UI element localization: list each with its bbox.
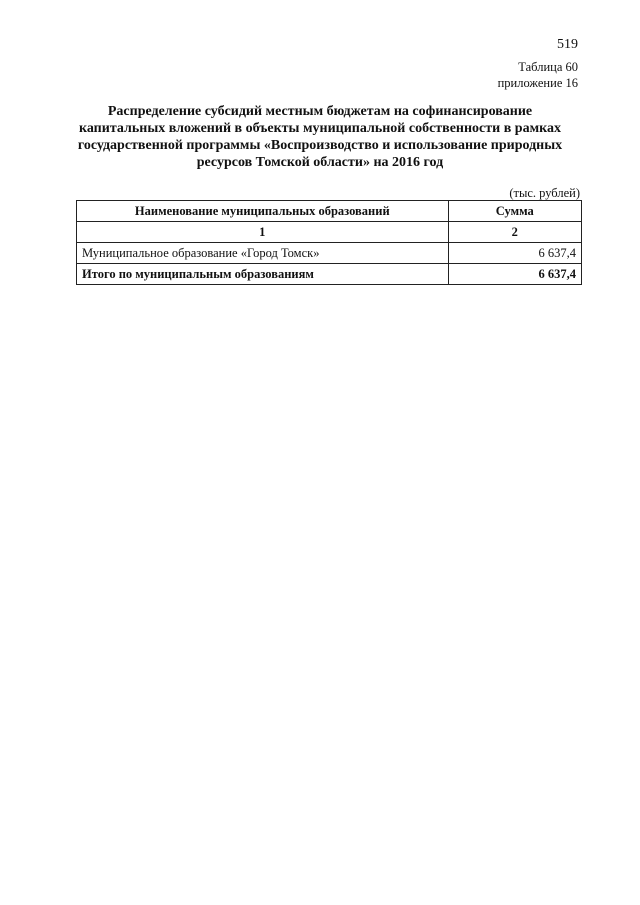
total-row bbox=[77, 264, 582, 285]
title-line: Распределение субсидий местным бюджетам на софинансирование bbox=[107, 104, 533, 119]
units-label: (тыс. рублей) bbox=[509, 186, 580, 200]
document-title bbox=[62, 103, 578, 171]
header-municipality: Наименование муниципальных образований bbox=[77, 201, 449, 222]
table-label: Таблица 60 bbox=[518, 60, 578, 74]
table-reference bbox=[498, 60, 578, 91]
column-number-row bbox=[77, 222, 582, 243]
title-line: ресурсов Томской области» на 2016 год bbox=[196, 155, 444, 170]
page-number: 519 bbox=[557, 37, 578, 52]
column-number-1: 1 bbox=[77, 222, 449, 243]
total-label: Итого по муниципальным образованиям bbox=[77, 264, 449, 285]
table-row bbox=[77, 243, 582, 264]
municipality-name: Муниципальное образование «Город Томск» bbox=[77, 243, 449, 264]
column-number-2: 2 bbox=[448, 222, 581, 243]
appendix-label: приложение 16 bbox=[497, 75, 578, 90]
subsidy-table bbox=[76, 200, 582, 285]
header-amount: Сумма bbox=[448, 201, 581, 222]
title-line: государственной программы «Воспроизводство и использование природных bbox=[77, 138, 563, 153]
table-header-row bbox=[77, 201, 582, 222]
total-amount: 6 637,4 bbox=[448, 264, 581, 285]
title-line: капитальных вложений в объекты муниципальной собственности в рамках bbox=[79, 121, 561, 136]
subsidy-amount: 6 637,4 bbox=[448, 243, 581, 264]
